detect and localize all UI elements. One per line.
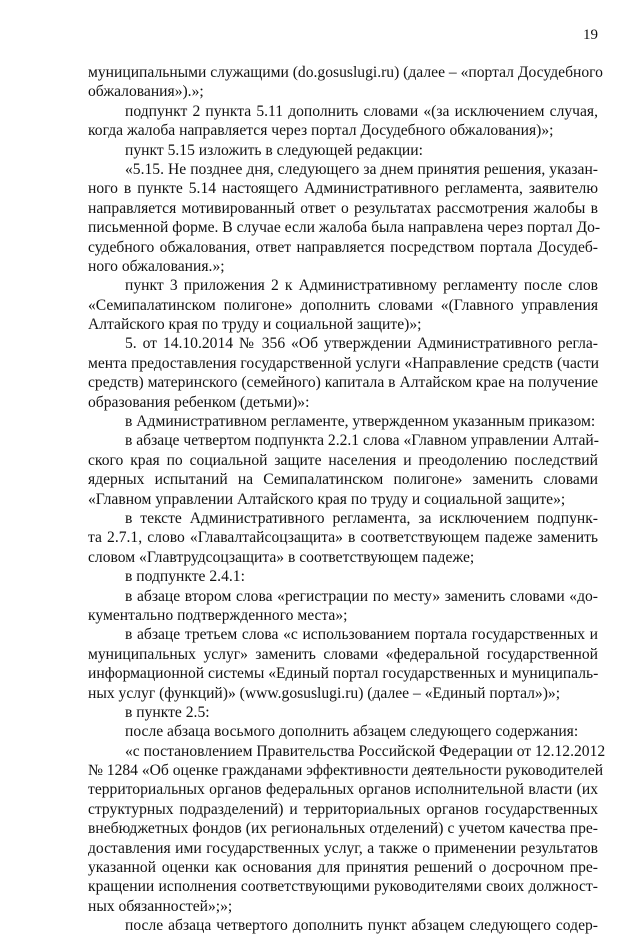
text-line: информационной системы «Единый портал государственных и муниципаль-	[88, 665, 599, 683]
text-line: Алтайского края по труду и социальной защите)»;	[88, 316, 422, 334]
text-line: кументально подтвержденного места»;	[88, 606, 348, 624]
text-line: «с постановлением Правительства Российской Федерации от 12.12.2012	[125, 742, 606, 760]
text-line: направляется мотивированный ответ о результатах рассмотрения жалобы в	[88, 199, 598, 217]
text-line: после абзаца четвертого дополнить пункт абзацем следующего содер-	[125, 917, 598, 935]
text-line: «Главном управлении Алтайского края по труду и социальной защите»;	[88, 490, 566, 508]
page-number: 19	[583, 27, 598, 43]
text-line: словом «Главтрудсоцзащита» в соответствующем падеже;	[88, 548, 475, 566]
text-line: после абзаца восьмого дополнить абзацем следующего содержания:	[125, 723, 579, 741]
text-line: та 2.7.1, слово «Главалтайсоцзащита» в соответствующем падеже заменить	[88, 529, 598, 547]
text-line: муниципальных услуг» заменить словами «федеральной государственной	[88, 645, 598, 663]
text-line: обжалования»).»;	[88, 83, 204, 101]
text-line: мента предоставления государственной услуги «Направление средств (части	[88, 354, 599, 372]
text-line: в тексте Административного регламента, за исключением подпунк-	[125, 509, 598, 527]
text-line: «Семипалатинском полигоне» дополнить словами «(Главного управления	[88, 296, 598, 314]
text-line: ного обжалования.»;	[88, 257, 225, 275]
document-body	[88, 63, 606, 936]
text-line: в пункте 2.5:	[125, 703, 210, 721]
text-line: № 1284 «Об оценке гражданами эффективности деятельности руководителей	[88, 762, 604, 780]
text-line: «5.15. Не позднее дня, следующего за днем принятия решения, указан-	[125, 160, 598, 178]
text-line: письменной форме. В случае если жалоба была направлена через портал До-	[88, 219, 601, 237]
text-line: в абзаце втором слова «регистрации по месту» заменить словами «до-	[125, 587, 598, 605]
text-line: ных обязанностей»;»;	[88, 897, 233, 915]
text-line: судебного обжалования, ответ направляется посредством портала Досудеб-	[88, 238, 598, 256]
text-line: пункт 5.15 изложить в следующей редакции:	[125, 141, 423, 159]
text-line: в подпункте 2.4.1:	[125, 568, 245, 586]
text-line: структурных подразделений) и территориальных органов государственных	[88, 800, 598, 818]
text-line: указанной оценки как основания для принятия решений о досрочном пре-	[88, 859, 598, 877]
text-line: ных услуг (функций)» (www.gosuslugi.ru) (далее – «Единый портал»)»;	[88, 684, 561, 702]
text-line: в абзаце четвертом подпункта 2.2.1 слова «Главном управлении Алтай-	[125, 432, 599, 450]
text-line: территориальных органов федеральных органов исполнительной власти (их	[88, 781, 598, 799]
text-line: когда жалоба направляется через портал Досудебного обжалования)»;	[88, 122, 554, 140]
text-line: в абзаце третьем слова «с использованием портала государственных и	[125, 626, 598, 644]
text-line: пункт 3 приложения 2 к Административному регламенту после слов	[125, 277, 598, 295]
text-line: подпункт 2 пункта 5.11 дополнить словами «(за исключением случая,	[125, 102, 598, 120]
text-line: 5. от 14.10.2014 № 356 «Об утверждении Административного регла-	[125, 335, 598, 353]
text-line: муниципальными служащими (do.gosuslugi.ru) (далее – «портал Досудебного	[88, 64, 603, 81]
text-line: ского края по социальной защите населения и преодолению последствий	[88, 451, 598, 469]
text-line: в Административном регламенте, утвержденном указанным приказом:	[125, 413, 596, 431]
text-line: кращении исполнения соответствующими руководителями своих должност-	[88, 878, 598, 896]
text-line: доставления ими государственных услуг, а также о применении результатов	[88, 839, 598, 857]
text-line: внебюджетных фондов (их региональных отделений) с учетом качества пре-	[88, 820, 598, 838]
text-line: образования ребенком (детьми)»:	[88, 393, 310, 411]
text-line: средств) материнского (семейного) капитала в Алтайском крае на получение	[88, 374, 598, 392]
text-line: ядерных испытаний на Семипалатинском полигоне» заменить словами	[88, 471, 598, 489]
text-line: ного в пункте 5.14 настоящего Административного регламента, заявителю	[88, 180, 598, 198]
